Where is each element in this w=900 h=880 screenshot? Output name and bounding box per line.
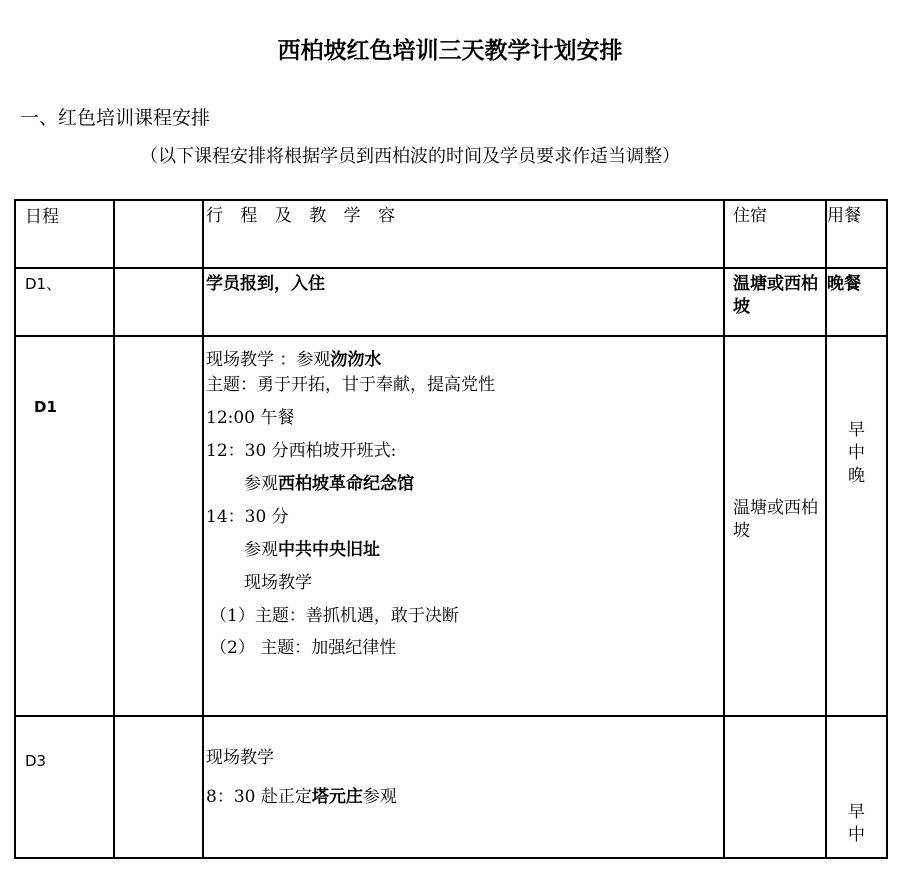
header-content: 行 程 及 教 学 容 <box>203 200 724 268</box>
section-note: （以下课程安排将根据学员到西柏波的时间及学员要求作适当调整） <box>140 146 680 167</box>
row-blank <box>114 268 203 336</box>
table-row <box>15 336 887 716</box>
visit-label: 现场教学 ：参观 <box>206 350 331 370</box>
visit-place: 沕沕水 <box>330 350 382 370</box>
content-visit-line <box>206 473 723 496</box>
row-lodging: 温塘或西柏坡 <box>724 268 826 336</box>
section-heading: 一、红色培训课程安排 <box>20 107 211 129</box>
row-day: D1、 <box>15 268 114 336</box>
table-row <box>15 268 887 336</box>
header-blank <box>114 200 203 268</box>
content-topic: （2） 主题：加强纪律性 <box>210 638 397 659</box>
row-meals: 晚餐 <box>826 268 887 336</box>
visit-suffix: 参观 <box>362 786 397 807</box>
row-lodging: 温塘或西柏坡 <box>724 336 826 716</box>
header-meals: 用餐 <box>826 200 887 268</box>
header-schedule: 日程 <box>15 200 114 268</box>
document-title: 西柏坡红色培训三天教学计划安排 <box>277 38 623 64</box>
row-blank <box>114 336 203 716</box>
content-line: 14：30 分 <box>206 506 289 527</box>
table-row <box>15 716 887 858</box>
schedule-table <box>14 199 888 859</box>
content-line: 主题：勇于开拓，甘于奉献，提高党性 <box>206 374 495 395</box>
visit-label: 参观 <box>244 473 278 494</box>
visit-place: 中共中央旧址 <box>278 539 380 560</box>
row-day: D1 <box>15 336 114 716</box>
row-blank <box>114 716 203 858</box>
row-lodging <box>724 716 826 858</box>
meal-item: 早 <box>848 420 865 440</box>
row-content <box>203 336 724 716</box>
visit-place: 西柏坡革命纪念馆 <box>278 473 414 494</box>
meal-item: 早 <box>848 802 865 822</box>
content-line: 现场教学 <box>206 748 274 768</box>
row-meals <box>826 716 887 858</box>
row-content: 学员报到，入住 <box>203 268 724 336</box>
meal-item: 中 <box>848 442 865 463</box>
visit-place: 塔元庄 <box>311 786 363 807</box>
content-line: 现场教学 <box>244 572 312 593</box>
row-day: D3 <box>15 716 114 858</box>
content-visit-line <box>206 539 723 562</box>
content-visit-line <box>206 349 723 372</box>
content-topic: （1）主题：善抓机遇，敢于决断 <box>210 605 459 626</box>
row-meals <box>826 336 887 716</box>
visit-label: 8：30 赴正定 <box>206 786 312 807</box>
header-lodging: 住宿 <box>724 200 826 268</box>
table-header-row <box>15 200 887 268</box>
content-line: 12:00 午餐 <box>206 407 295 428</box>
row-content <box>203 716 724 858</box>
meal-item: 晚 <box>848 465 865 486</box>
content-visit-line <box>206 786 723 809</box>
visit-label: 参观 <box>244 539 278 560</box>
meal-item: 中 <box>848 824 865 845</box>
content-line: 12：30 分西柏坡开班式: <box>206 440 397 461</box>
